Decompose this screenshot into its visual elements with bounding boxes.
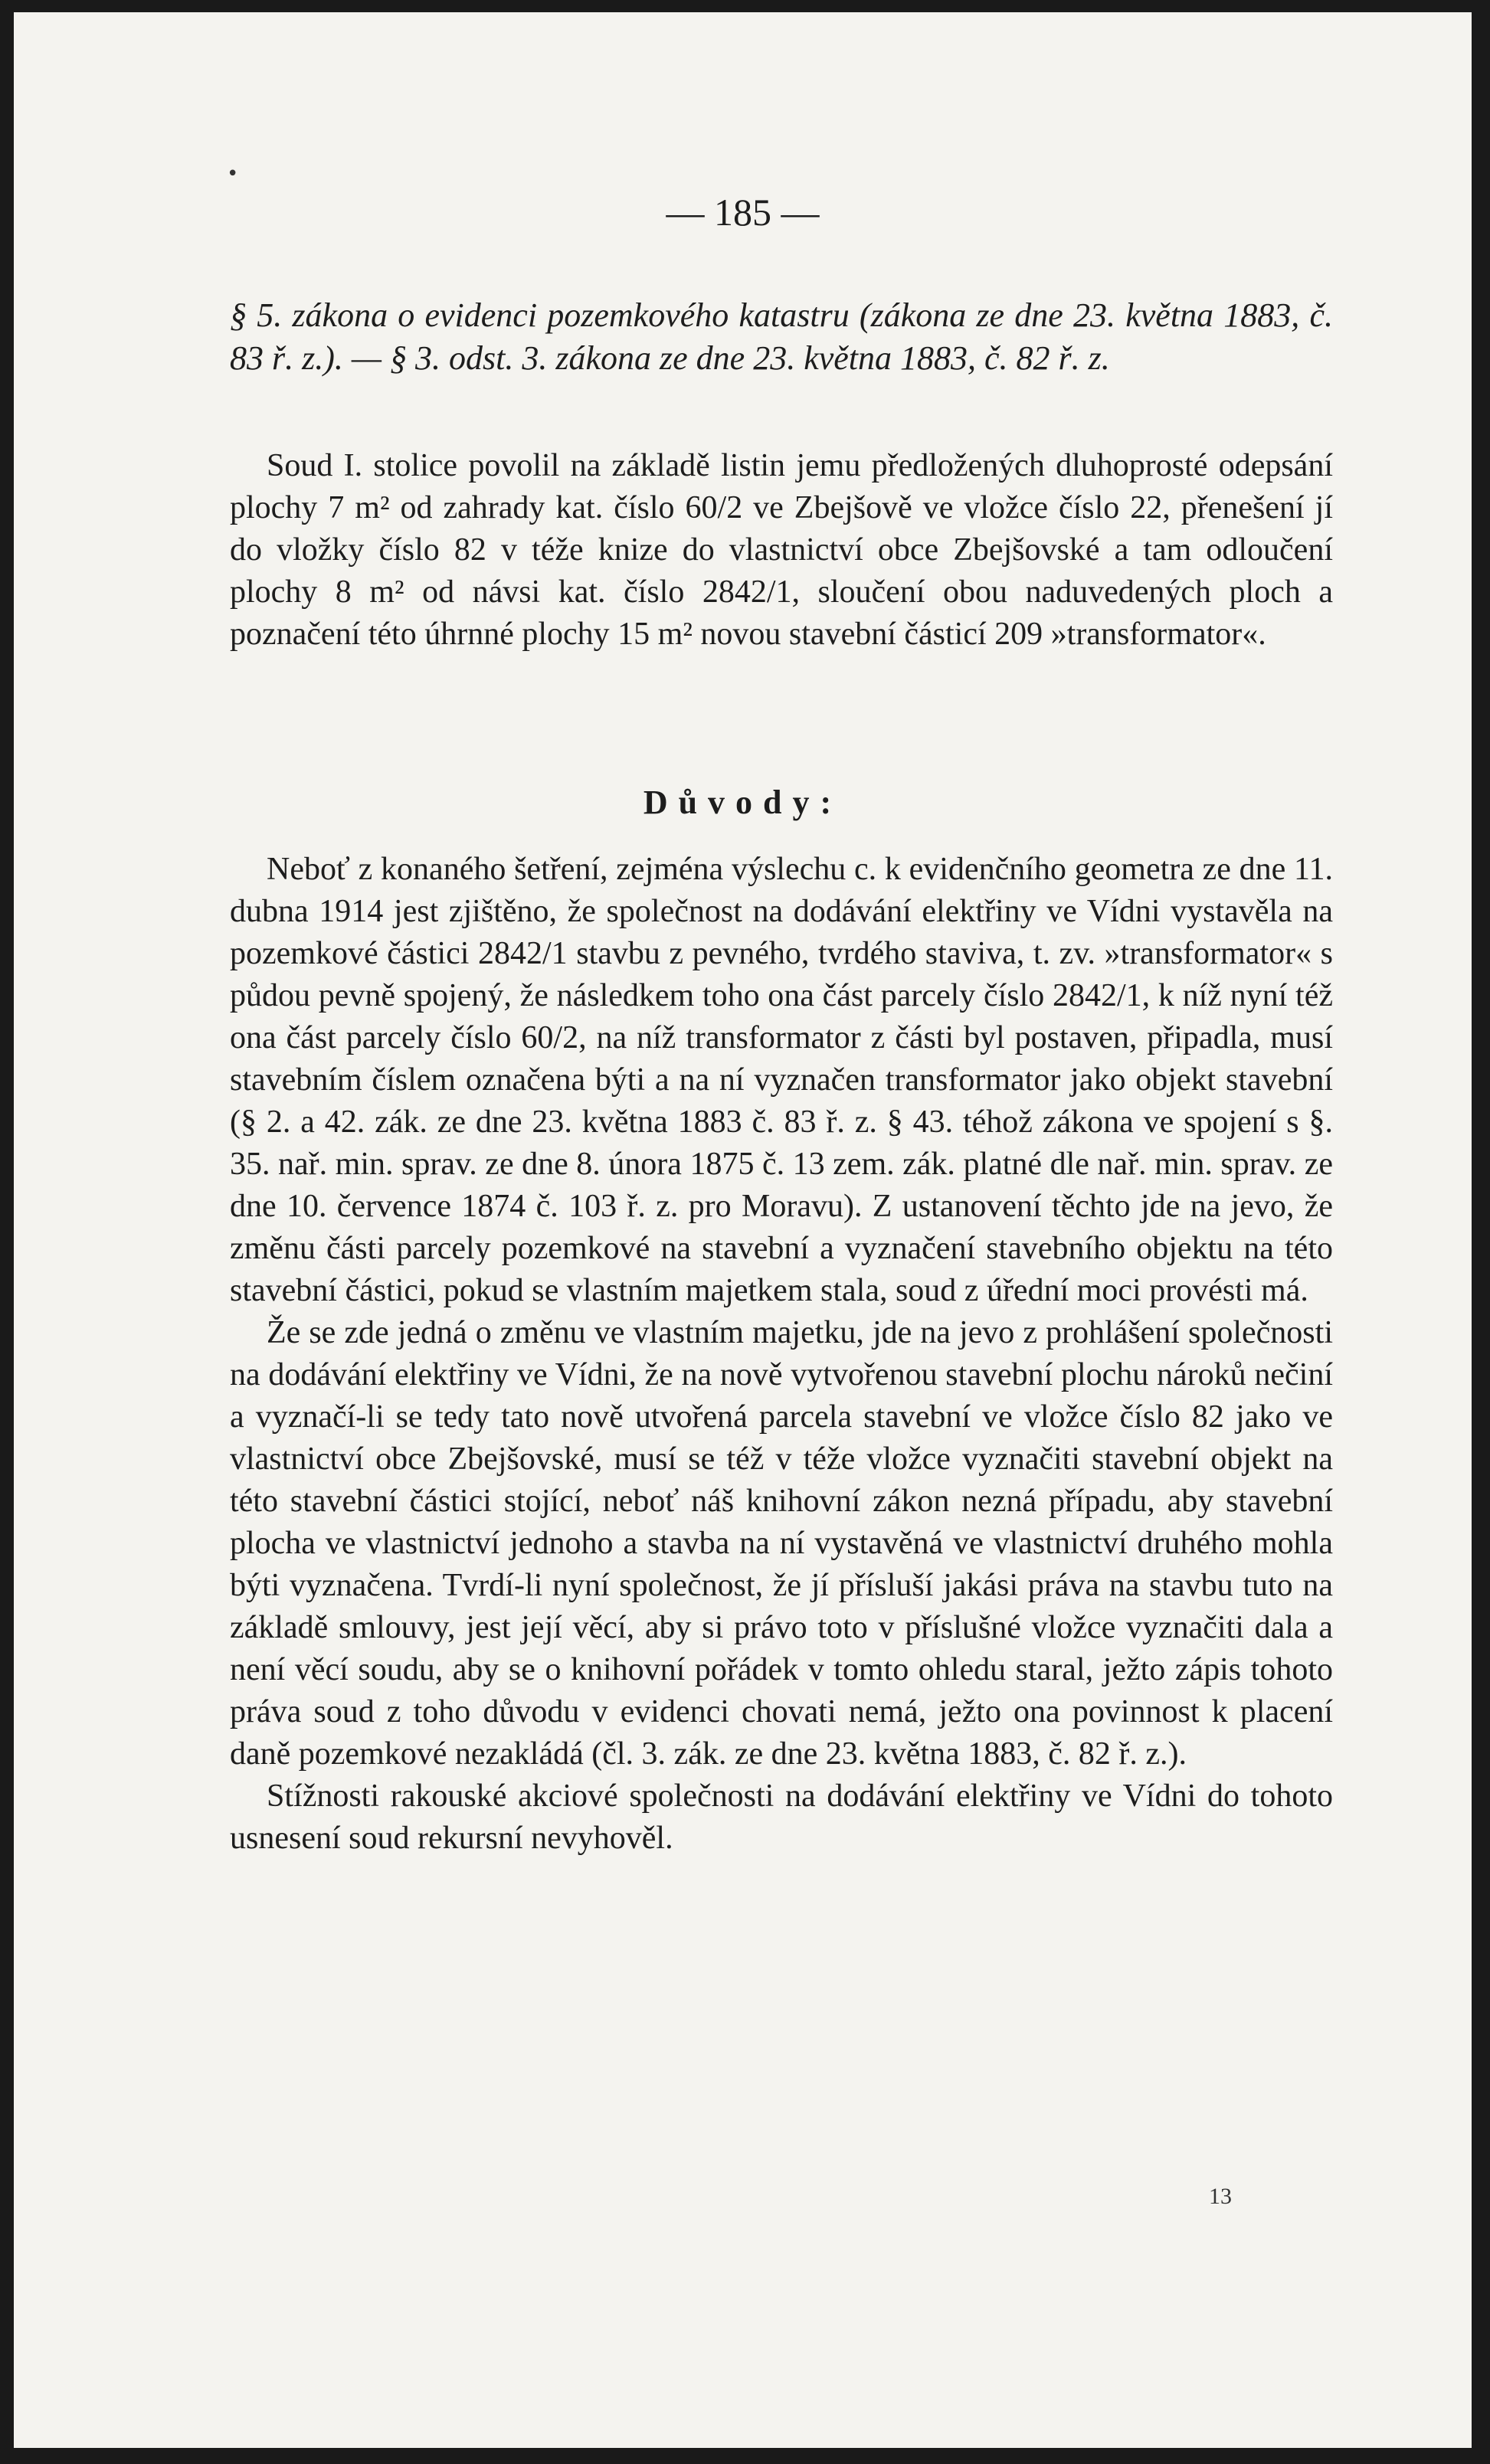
verdict-paragraph: Soud I. stolice povolil na základě listin jemu předložených dluhoprosté odepsání plochy 7 m² od zahrady kat. číslo 60/2 ve Zbejšově ve vložce číslo 22, přenešení jí do vložky číslo 82 v téže knize do vlastnictví obce Zbejšovské a tam odloučení plochy 8 m² od návsi kat. číslo 2842/1, sloučení obou naduvedených ploch a poznačení této úhrnné plochy 15 m² novou stavební částicí 209 »transformator«.: [230, 448, 1333, 652]
signature-mark: 13: [1209, 2184, 1232, 2209]
page-number: — 185 —: [666, 191, 820, 234]
reasons-paragraph-1: Neboť z konaného šetření, zejména výslechu c. k evidenčního geometra ze dne 11. dubna 1914 jest zjištěno, že společnost na dodávání elektřiny ve Vídni vystavěla na pozemkové částici 2842/1 stavbu z pevného, tvrdého staviva, t. zv. »transformator« s půdou pevně spojený, že následkem toho ona část parcely číslo 2842/1, k níž nyní též ona část parcely číslo 60/2, na níž transformator z části byl postaven, připadla, musí stavebním číslem označena býti a na ní vyznačen transformator jako objekt stavební (§ 2. a 42. zák. ze dne 23. května 1883 č. 83 ř. z. § 43. téhož zákona ve spojení s §. 35. nař. min. sprav. ze dne 8. února 1875 č. 13 zem. zák. platné dle nař. min. sprav. ze dne 10. července 1874 č. 103 ř. z. pro Moravu). Z ustanovení těchto jde na jevo, že změnu části parcely pozemkové na stavební a vyznačení stavebního objektu na této stavební částici, pokud se vlastním majetkem stala, soud z úřední moci provésti má.: [230, 852, 1333, 1308]
verdict-section: [230, 445, 1333, 656]
margin-dot: •: [227, 162, 239, 185]
document-page: [14, 12, 1472, 2448]
legal-citation: § 5. zákona o evidenci pozemkového katastru (zákona ze dne 23. května 1883, č. 83 ř. z.). — § 3. odst. 3. zákona ze dne 23. května 1883, č. 82 ř. z.: [230, 296, 1333, 377]
reasons-heading: Důvody:: [643, 784, 843, 821]
reasons-section: [230, 849, 1333, 1860]
reasons-paragraph-2: Že se zde jedná o změnu ve vlastním majetku, jde na jevo z prohlášení společnosti na dodávání elektřiny ve Vídni, že na nově vytvořenou stavební plochu nároků nečiní a vyznačí-li se tedy tato nově utvořená parcela stavební ve vložce číslo 82 jako ve vlastnictví obce Zbejšovské, musí se též v téže vložce vyznačiti stavební objekt na této stavební částici stojící, neboť náš knihovní zákon nezná případu, aby stavební plocha ve vlastnictví jednoho a stavba na ní vystavěná ve vlastnictví druhého mohla býti vyznačena. Tvrdí-li nyní společnost, že jí přísluší jakási práva na stavbu tuto na základě smlouvy, jest její věcí, aby si právo toto v příslušné vložce vyznačiti dala a není věcí soudu, aby se o knihovní pořádek v tomto ohledu staral, ježto zápis tohoto práva soud z toho důvodu v evidenci chovati nemá, ježto ona povinnost k placení daně pozemkové nezakládá (čl. 3. zák. ze dne 23. května 1883, č. 82 ř. z.).: [230, 1315, 1333, 1772]
reasons-paragraph-3: Stížnosti rakouské akciové společnosti na dodávání elektřiny ve Vídni do tohoto usnesení soud rekursní nevyhověl.: [230, 1778, 1333, 1856]
